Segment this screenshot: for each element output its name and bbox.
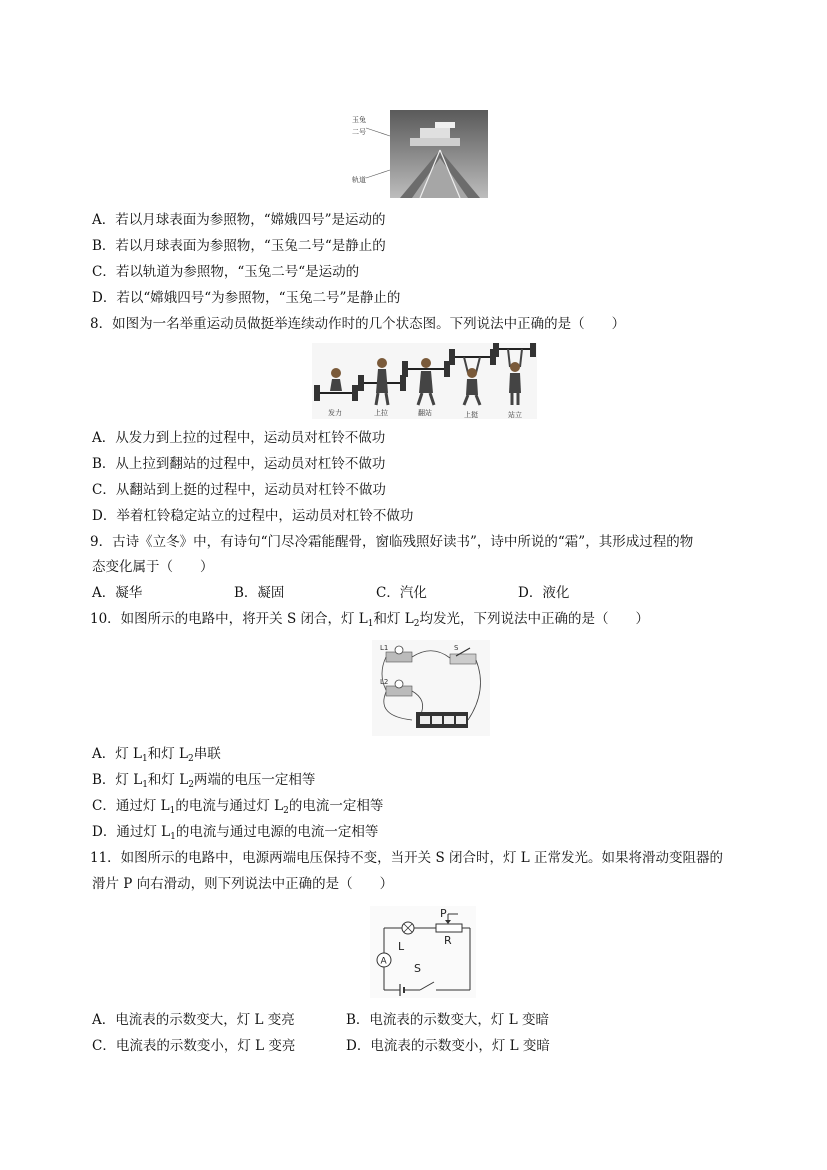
- q7-option-b: B．若以月球表面为参照物，“玉兔二号“是静止的: [92, 238, 386, 254]
- q10-stem: 10．如图所示的电路中，将开关 S 闭合，灯 $L_1$和灯 $L_2$均发光，下列说法中正确的是（ ）: [90, 611, 649, 629]
- svg-text:A: A: [380, 956, 387, 967]
- q8-option-c: C．从翻站到上挺的过程中，运动员对杠铃不做功: [92, 482, 386, 498]
- q9-stem-line1: 9．古诗《立冬》中，有诗句“门尽冷霜能醒骨，窗临残照好读书”，诗中所说的“霜”，其形成过程的物: [90, 534, 694, 550]
- svg-text:轨: 轨: [352, 176, 359, 184]
- q10-circuit-figure: [372, 640, 490, 736]
- q8-option-a: A．从发力到上拉的过程中，运动员对杠铃不做功: [92, 430, 386, 446]
- svg-text:S: S: [414, 962, 421, 975]
- q11-option-a: A．电流表的示数变大，灯 L 变亮: [92, 1012, 295, 1028]
- svg-text:号: 号: [359, 128, 366, 136]
- q7-option-a: A．若以月球表面为参照物，“嫦娥四号”是运动的: [92, 212, 386, 228]
- q8-option-d: D．举着杠铃稳定站立的过程中，运动员对杠铃不做功: [92, 508, 414, 524]
- q10-option-c: C．通过灯 $L_1$的电流与通过灯 $L_2$的电流一定相等: [92, 798, 384, 816]
- q11-option-d: D．电流表的示数变小，灯 L 变暗: [346, 1038, 550, 1054]
- q9-option-d: D．液化: [518, 585, 570, 601]
- q11-circuit-figure: [370, 906, 476, 998]
- svg-text:L1: L1: [380, 644, 389, 652]
- q8-stem: 8．如图为一名举重运动员做挺举连续动作时的几个状态图。下列说法中正确的是（ ）: [90, 316, 626, 332]
- svg-text:S: S: [454, 644, 459, 652]
- q8-label-2: 上拉: [374, 409, 388, 417]
- q11-option-c: C．电流表的示数变小，灯 L 变亮: [92, 1038, 296, 1054]
- q7-option-c: C．若以轨道为参照物，“玉兔二号“是运动的: [92, 264, 360, 280]
- svg-text:道: 道: [359, 176, 366, 184]
- q11-stem-line2: 滑片 P 向右滑动，则下列说法中正确的是（ ）: [92, 876, 394, 892]
- svg-text:P: P: [440, 907, 447, 920]
- q9-option-c: C．汽化: [376, 585, 427, 601]
- q10-option-d: D．通过灯 $L_1$的电流与通过电源的电流一定相等: [92, 824, 379, 842]
- svg-text:二: 二: [352, 128, 359, 136]
- q8-option-b: B．从上拉到翻站的过程中，运动员对杠铃不做功: [92, 456, 386, 472]
- q8-label-5: 站立: [508, 411, 522, 419]
- q9-stem-line2: 态变化属于（ ）: [92, 559, 214, 575]
- svg-text:L: L: [398, 940, 405, 953]
- q8-label-1: 发力: [328, 409, 342, 417]
- svg-text:L2: L2: [380, 678, 389, 686]
- q8-label-4: 上挺: [464, 411, 478, 419]
- q7-option-d: D．若以“嫦娥四号“为参照物，“玉兔二号”是静止的: [92, 290, 401, 306]
- q7-photo: [350, 108, 490, 200]
- q9-option-b: B．凝固: [234, 585, 285, 601]
- q11-option-b: B．电流表的示数变大，灯 L 变暗: [346, 1012, 549, 1028]
- q10-option-b: B．灯 $L_1$和灯 $L_2$两端的电压一定相等: [92, 772, 316, 790]
- q9-option-a: A．凝华: [92, 585, 143, 601]
- svg-text:玉: 玉: [352, 116, 359, 124]
- q8-label-3: 翻站: [418, 409, 432, 417]
- q8-weightlifter-figure: [312, 343, 537, 419]
- q11-stem-line1: 11．如图所示的电路中，电源两端电压保持不变，当开关 S 闭合时，灯 L 正常发光。如果将滑动变阻器的: [90, 850, 724, 866]
- svg-text:兔: 兔: [359, 116, 366, 124]
- q10-option-a: A．灯 $L_1$和灯 $L_2$串联: [92, 746, 221, 764]
- svg-text:R: R: [444, 934, 452, 947]
